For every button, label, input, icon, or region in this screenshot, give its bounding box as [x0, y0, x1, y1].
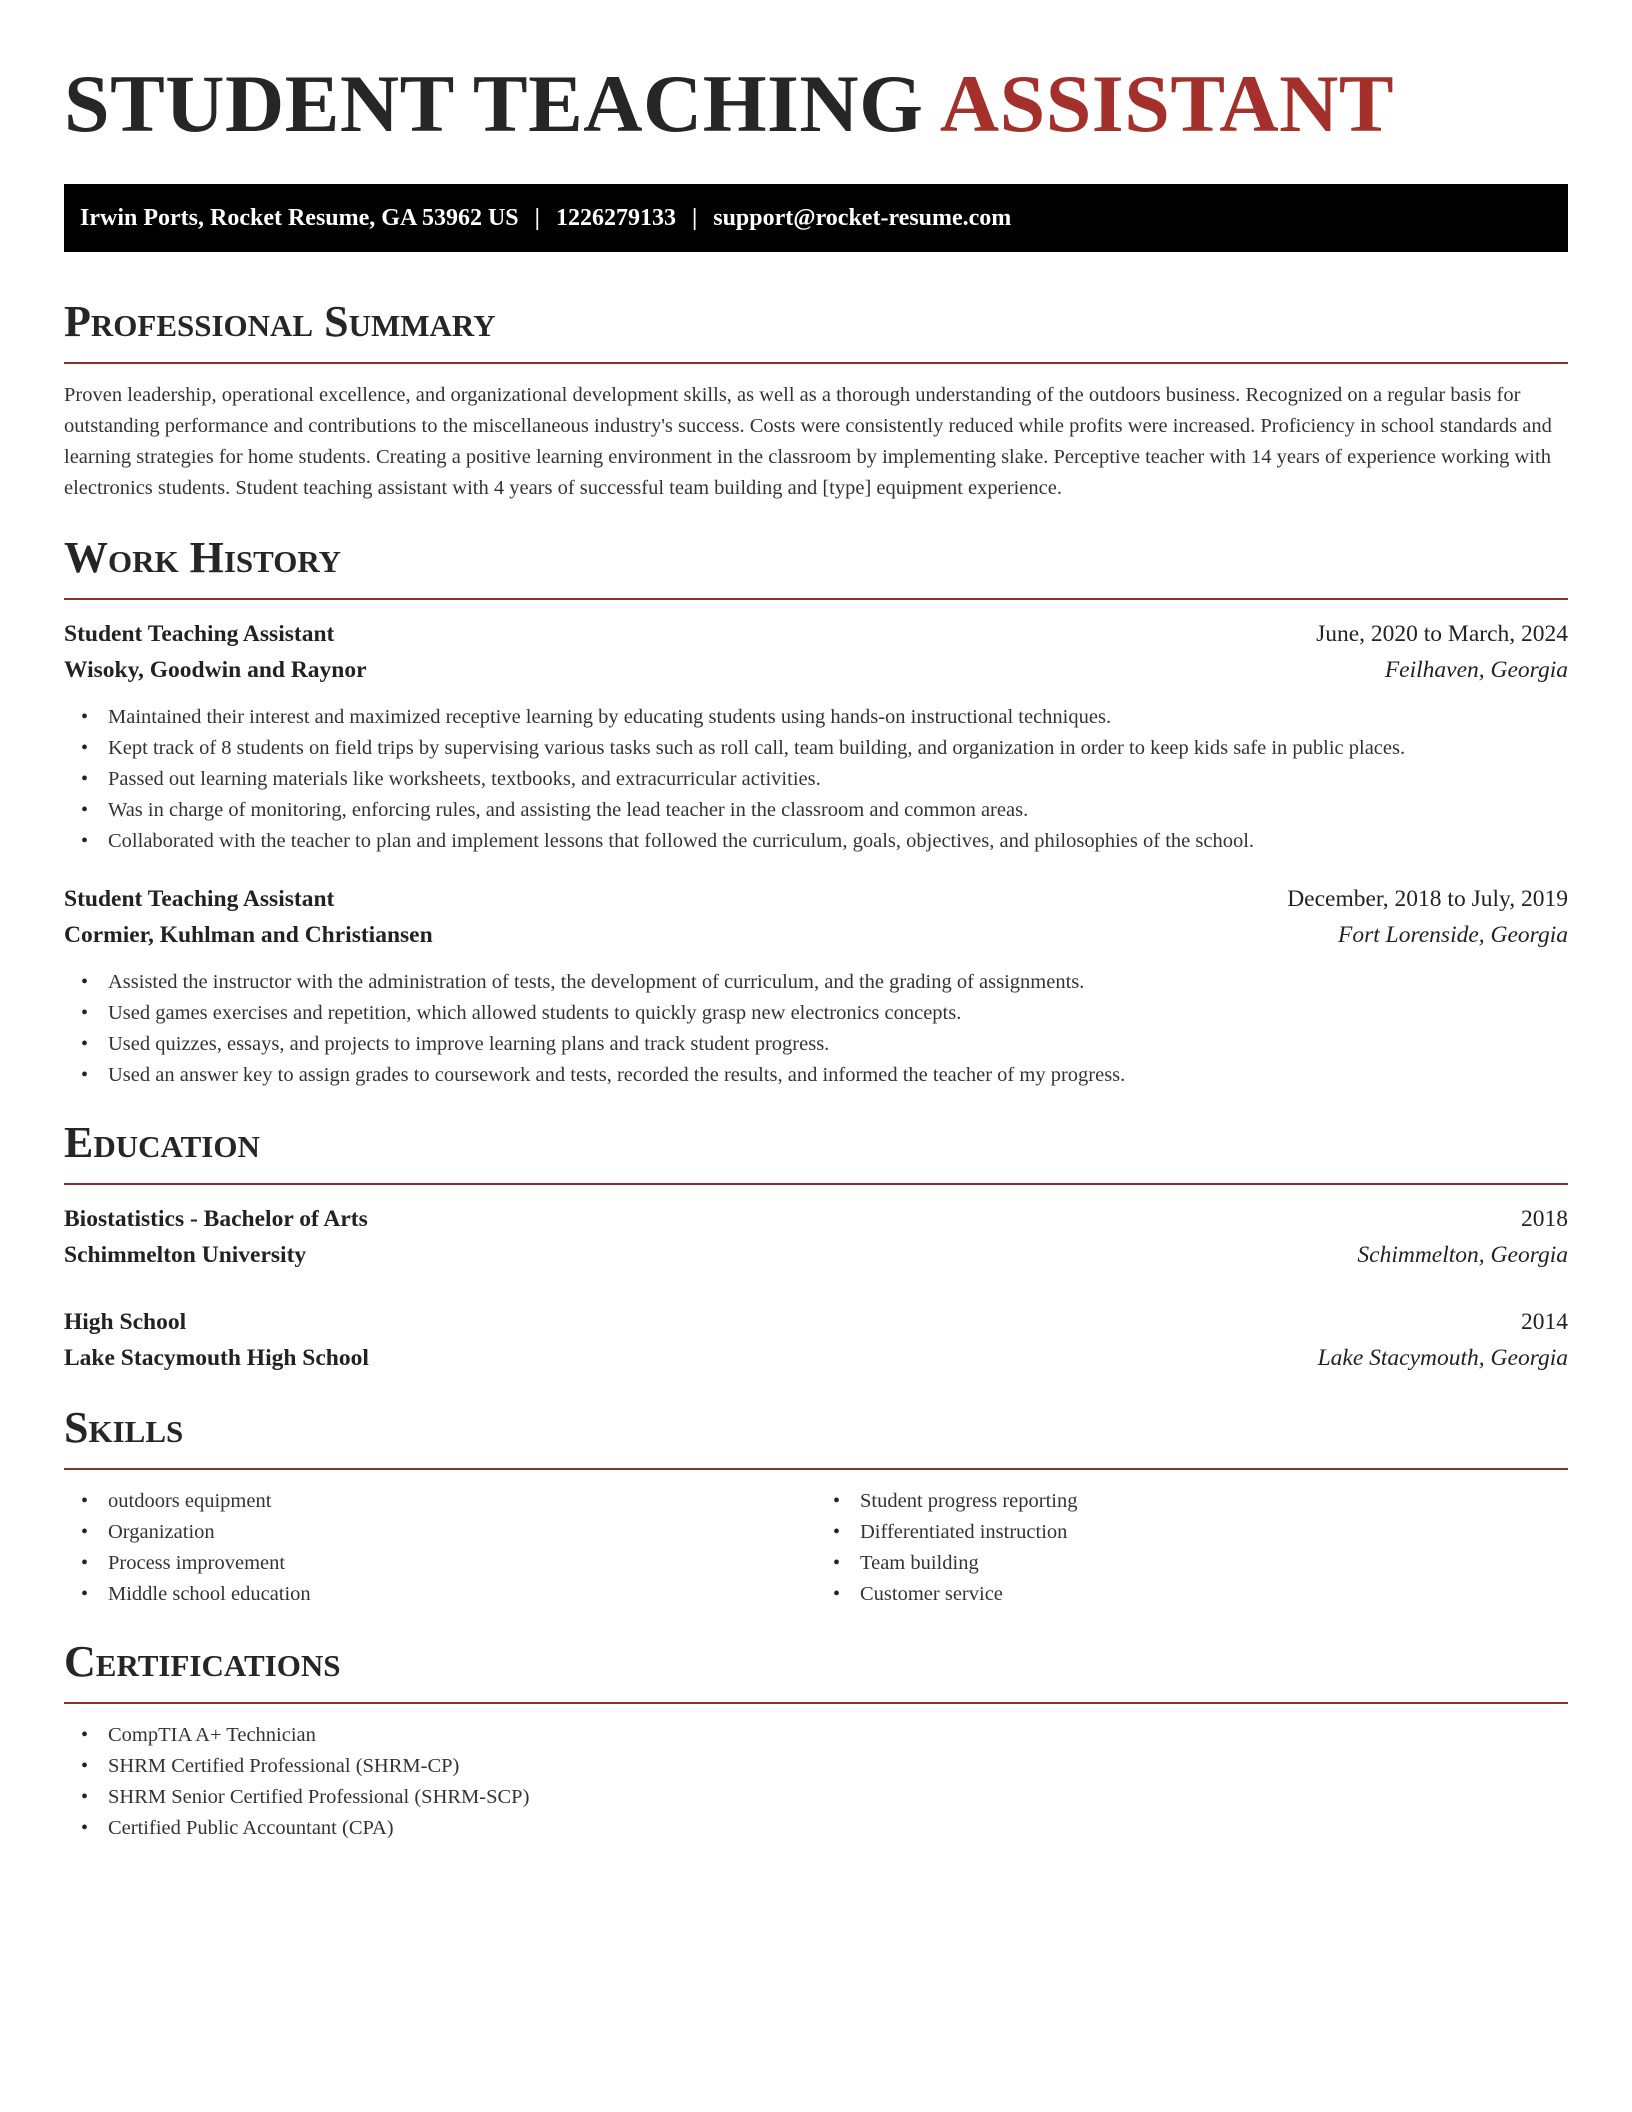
title-first: STUDENT TEACHING	[64, 58, 924, 149]
skills-column-left	[64, 1486, 816, 1610]
list-item: • Was in charge of monitoring, enforcing rules, and assisting the lead teacher in the classroom and common areas.	[64, 795, 1568, 826]
job-role: Student Teaching Assistant	[64, 886, 335, 912]
certifications-heading: Certifications	[64, 1637, 341, 1686]
list-item: • CompTIA A+ Technician	[64, 1720, 1568, 1751]
education-year: 2018	[1521, 1206, 1568, 1232]
section-divider	[64, 598, 1568, 600]
job-location: Feilhaven, Georgia	[1384, 657, 1568, 683]
job-dates: December, 2018 to July, 2019	[1287, 886, 1568, 912]
contact-bar	[64, 184, 1568, 252]
section-divider	[64, 362, 1568, 364]
job-dates: June, 2020 to March, 2024	[1316, 621, 1568, 647]
job-company: Cormier, Kuhlman and Christiansen	[64, 922, 433, 948]
job-bullets	[64, 967, 1568, 1091]
resume-title	[64, 58, 1568, 150]
skills-section	[64, 1402, 1568, 1610]
summary-section	[64, 296, 1568, 504]
section-divider	[64, 1702, 1568, 1704]
list-item: • Used an answer key to assign grades to coursework and tests, recorded the results, and informed the teacher of my progress.	[64, 1060, 1568, 1091]
title-accent: ASSISTANT	[939, 58, 1395, 149]
summary-text: Proven leadership, operational excellence, and organizational development skills, as well as a thorough understanding of the outdoors business. Recognized on a regular basis for outstanding performance and contributions to the miscellaneous industry's success. Costs were consistently reduced while profits were increased. Proficiency in school standards and learning strategies for home students. Creating a positive learning environment in the classroom by implementing slake. Perceptive teacher with 14 years of experience working with electronics students. Student teaching assistant with 4 years of successful team building and [type] equipment experience.	[64, 384, 1552, 499]
skills-heading: Skills	[64, 1403, 184, 1452]
list-item: • Collaborated with the teacher to plan and implement lessons that followed the curriculum, goals, objectives, and philosophies of the school.	[64, 826, 1568, 857]
education-degree: High School	[64, 1309, 187, 1335]
list-item: • outdoors equipment	[64, 1486, 816, 1517]
certifications-list	[64, 1720, 1568, 1844]
education-year: 2014	[1521, 1309, 1568, 1335]
list-item: • Certified Public Accountant (CPA)	[64, 1813, 1568, 1844]
list-item: • SHRM Certified Professional (SHRM-CP)	[64, 1751, 1568, 1782]
section-divider	[64, 1183, 1568, 1185]
contact-phone: 1226279133	[555, 204, 676, 231]
contact-separator: |	[691, 204, 698, 231]
list-item: • Differentiated instruction	[816, 1517, 1568, 1548]
list-item: • Passed out learning materials like worksheets, textbooks, and extracurricular activities.	[64, 764, 1568, 795]
education-school: Lake Stacymouth High School	[64, 1345, 369, 1371]
job-bullets	[64, 702, 1568, 857]
list-item: • SHRM Senior Certified Professional (SHRM-SCP)	[64, 1782, 1568, 1813]
job-location: Fort Lorenside, Georgia	[1338, 922, 1568, 948]
education-entry	[64, 1201, 1568, 1273]
job-entry	[64, 881, 1568, 1091]
education-entry	[64, 1304, 1568, 1376]
certifications-section	[64, 1636, 1568, 1844]
list-item: • Used games exercises and repetition, which allowed students to quickly grasp new electronics concepts.	[64, 998, 1568, 1029]
education-degree: Biostatistics - Bachelor of Arts	[64, 1206, 368, 1232]
list-item: • Student progress reporting	[816, 1486, 1568, 1517]
skills-column-right	[816, 1486, 1568, 1610]
job-company: Wisoky, Goodwin and Raynor	[64, 657, 367, 683]
education-location: Schimmelton, Georgia	[1357, 1242, 1568, 1268]
work-section	[64, 532, 1568, 1091]
education-section	[64, 1117, 1568, 1376]
list-item: • Team building	[816, 1548, 1568, 1579]
list-item: • Used quizzes, essays, and projects to improve learning plans and track student progress.	[64, 1029, 1568, 1060]
section-divider	[64, 1468, 1568, 1470]
list-item: • Maintained their interest and maximized receptive learning by educating students using hands-on instructional techniques.	[64, 702, 1568, 733]
education-school: Schimmelton University	[64, 1242, 307, 1268]
education-heading: Education	[64, 1118, 260, 1167]
contact-separator: |	[534, 204, 540, 231]
summary-heading: Professional Summary	[64, 297, 496, 346]
list-item: • Assisted the instructor with the administration of tests, the development of curriculum, and the grading of assignments.	[64, 967, 1568, 998]
list-item: • Organization	[64, 1517, 816, 1548]
skills-grid	[64, 1486, 1568, 1610]
contact-email: support@rocket-resume.com	[713, 204, 1012, 231]
contact-address: Irwin Ports, Rocket Resume, GA 53962 US	[80, 204, 519, 231]
work-heading: Work History	[64, 533, 342, 582]
list-item: • Process improvement	[64, 1548, 816, 1579]
list-item: • Middle school education	[64, 1579, 816, 1610]
list-item: • Customer service	[816, 1579, 1568, 1610]
job-role: Student Teaching Assistant	[64, 621, 335, 647]
job-entry	[64, 616, 1568, 857]
education-location: Lake Stacymouth, Georgia	[1317, 1345, 1568, 1371]
list-item: • Kept track of 8 students on field trips by supervising various tasks such as roll call, team building, and organization in order to keep kids safe in public places.	[64, 733, 1568, 764]
